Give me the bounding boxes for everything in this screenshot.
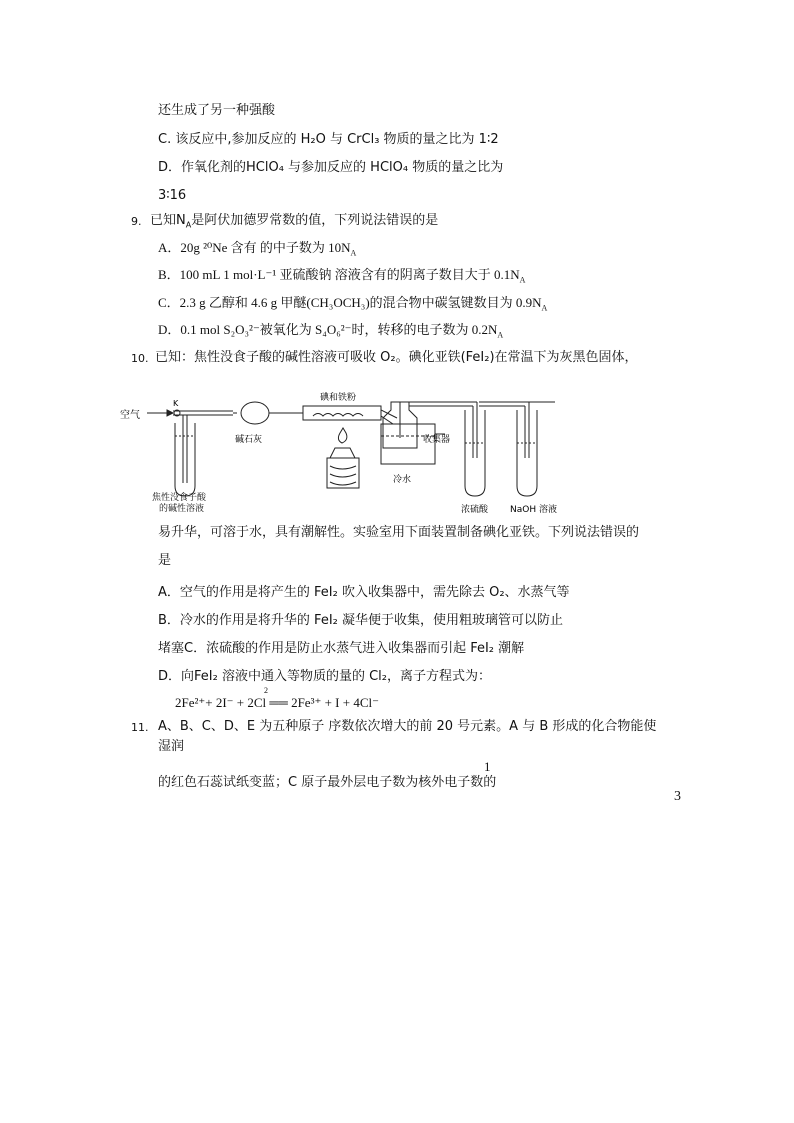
label-cold-water: 冷水 — [393, 475, 412, 485]
q8-option-c: C. 该反应中,参加反应的 H₂O 与 CrCl₃ 物质的量之比为 1∶2 — [158, 132, 499, 147]
q10-stem-cont: 易升华，可溶于水，具有潮解性。实验室用下面装置制备碘化亚铁。下列说法错误的 — [158, 525, 640, 540]
label-iodine-iron: 碘和铁粉 — [320, 393, 357, 403]
q11-stem: A、B、C、D、E 为五种原子 序数依次增大的前 20 号元素。A 与 B 形成的化合物能使 — [158, 719, 657, 734]
q9-option-c: C．2.3 g 乙醇和 4.6 g 甲醚(CH₃OCH₃)的混合物中碳氢键数目为 $0.9N_A$ — [158, 295, 548, 313]
q9-option-b: B．100 mL 1 mol·L⁻¹ 亚硫酸钠 溶液含有的阴离子数目大于 $0.1N_A$ — [158, 267, 526, 285]
q10-number: 10. — [131, 352, 149, 365]
label-air: 空气 — [120, 410, 140, 421]
q8-continuation: 还生成了另一种强酸 — [158, 103, 276, 118]
q10-equation: 2Fe²⁺+ 2I⁻ + 2Cl ══ 2Fe³⁺ + I + 4Cl⁻ — [175, 695, 379, 710]
q10-equation-coefficient: 2 — [264, 686, 268, 695]
label-soda-lime: 碱石灰 — [235, 435, 263, 445]
q9-stem: 已知$N_A$是阿伏加德罗常数的值，下列说法错误的是 — [150, 213, 439, 230]
page-number: 3 — [674, 789, 681, 804]
q9-option-a: A．20g ²⁰Ne 含有 的中子数为 $10N_A$ — [158, 240, 357, 258]
label-pyrogallol-1: 焦性没食子酸 — [152, 493, 207, 503]
q11-stem-cont: 湿润 — [158, 739, 185, 754]
q10-stem: 已知：焦性没食子酸的碱性溶液可吸收 O₂。碘化亚铁(FeI₂)在常温下为灰黑色固体， — [155, 350, 638, 365]
label-conc-h2so4: 浓硫酸 — [461, 505, 489, 515]
q8-option-d-cont: 3∶16 — [158, 188, 187, 203]
q11-fraction-numerator: 1 — [484, 759, 491, 774]
q10-option-b-cont: 堵塞C．浓硫酸的作用是防止水蒸气进入收集器而引起 FeI₂ 潮解 — [158, 641, 525, 656]
q9-option-d: D．0.1 mol S₂O₃²⁻被氧化为 S₄O₆²⁻时，转移的电子数为 $0.2N_A$ — [158, 322, 504, 340]
q10-option-a: A．空气的作用是将产生的 FeI₂ 吹入收集器中，需先除去 O₂、水蒸气等 — [158, 585, 570, 600]
label-collector: 收集器 — [423, 435, 451, 445]
q8-option-d: D．作氧化剂的HClO₄ 与参加反应的 HClO₄ 物质的量之比为 — [158, 160, 504, 175]
label-naoh: NaOH 溶液 — [510, 505, 557, 515]
q11-number: 11. — [131, 721, 149, 734]
q11-stem-cont-2: 的红色石蕊试纸变蓝；C 原子最外层电子数为核外电子数的 — [158, 775, 497, 790]
q10-option-d: D．向FeI₂ 溶液中通入等物质的量的 Cl₂，离子方程式为： — [158, 669, 491, 684]
label-pyrogallol-2: 的碱性溶液 — [159, 504, 205, 514]
q10-option-b: B．冷水的作用是将升华的 FeI₂ 凝华便于收集，使用粗玻璃管可以防止 — [158, 613, 563, 628]
label-k: K — [173, 399, 179, 408]
q10-stem-cont-2: 是 — [158, 553, 172, 568]
q9-number: 9. — [131, 215, 142, 228]
